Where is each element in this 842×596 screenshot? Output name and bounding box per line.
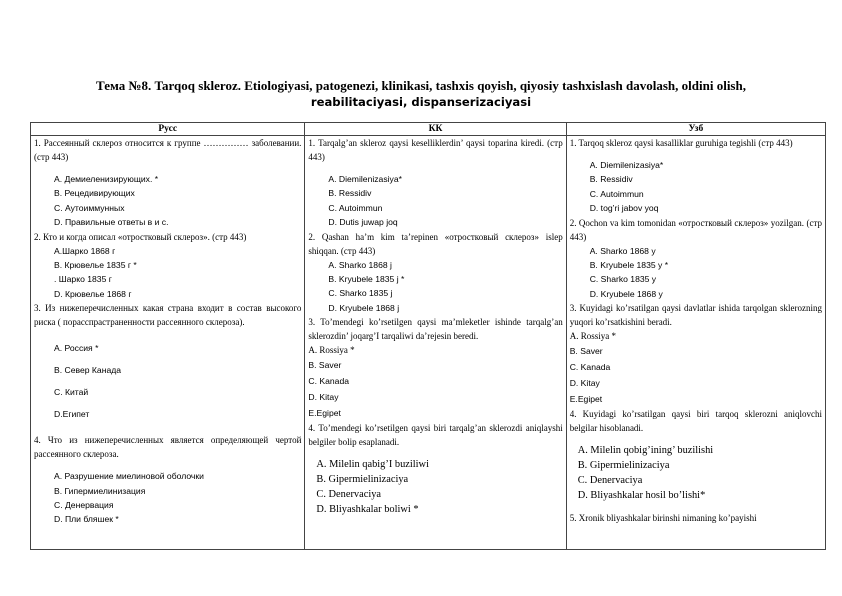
rus-question-2: 2. Кто и когда описал «отростковый склероз». (стр 443) xyxy=(34,231,247,242)
kk-q2-answer-a: A. Sharko 1868 j xyxy=(328,259,392,270)
rus-q1-answer-c: С. Аутоиммунных xyxy=(54,202,125,213)
kk-q2-answer-b: B. Kryubele 1835 j * xyxy=(328,274,405,285)
table-header-row xyxy=(31,123,826,136)
rus-q4-answer-d: D. Пли бляшек * xyxy=(54,514,119,525)
rus-q4-answer-a: А. Разрушение миелиновой оболочки xyxy=(54,471,204,482)
kk-question-3: 3. To’mendegi ko’rsetilgen qaysi ma’mleketler ishinde tarqalg’an sklerozdin’ joqarg’I tarqaliwi da’rejesin beredi. xyxy=(308,317,563,342)
uzb-q2-answer-c: C. Sharko 1835 y xyxy=(589,274,657,285)
spacer xyxy=(570,435,822,443)
uzb-q4-answer-a: A. Milelin qobig’ining’ buzilishi xyxy=(577,445,714,457)
kk-question-1: 1. Tarqalg’an skleroz qaysi keselliklerdin’ qaysi toparina kiredi. (стр 443) xyxy=(308,138,563,162)
kk-q2-answer-d: D. Kryubele 1868 j xyxy=(328,302,400,313)
uzb-q3-answer-b: B. Saver xyxy=(569,346,603,357)
rus-q1-answer-d: D. Правильные ответы в и с. xyxy=(54,217,169,228)
rus-question-1: 1. Рассеянный склероз относится к группе …………… заболевании. (стр 443) xyxy=(34,138,302,162)
kk-q1-answer-a: A. Diemilenizasiya* xyxy=(328,174,402,184)
spacer xyxy=(34,164,301,172)
uzb-q1-answer-a: A. Diemilenizasiya* xyxy=(589,160,664,170)
uzb-question-4: 4. Kuyidagi ko’rsatilgan qaysi biri tarqoq sklerozni aniqlovchi belgilar hisoblanadi. xyxy=(569,409,822,434)
kk-q3-answer-b: B. Saver xyxy=(308,360,342,371)
kk-q3-answer-e: E.Egipet xyxy=(308,408,341,419)
kk-q3-answer-c: C. Kanada xyxy=(308,376,350,387)
title-line-1: Тема №8. Tarqoq skleroz. Etiologiyasi, patogenezi, klinikasi, tashxis qoyish, qiyosiy tashxislash davolash, oldini olish, xyxy=(96,78,746,93)
uzb-q4-answer-c: C. Denervaciya xyxy=(577,475,643,487)
uzb-q4-answer-b: B. Gipermielinizaciya xyxy=(577,460,670,472)
rus-q1-answer-a: А. Демиеленизирующих. * xyxy=(54,174,159,184)
title-line-2: reabilitaciyasi, dispanserizaciyasi xyxy=(310,95,532,109)
rus-q2-answer-a: А.Шарко 1868 г xyxy=(54,245,116,256)
uzb-q3-answer-d: D. Kitay xyxy=(569,378,600,389)
kk-q1-answer-b: B. Ressidiv xyxy=(328,188,372,199)
uzb-q1-answer-c: C. Autoimmun xyxy=(589,188,644,199)
kk-question-4: 4. To’mendegi ko’rsetilgen qaysi biri tarqalg’an sklerozdi aniqlayshi belgiler bolip esaplanadi. xyxy=(308,423,563,448)
rus-q4-answer-b: В. Гипермиелинизация xyxy=(54,485,146,496)
rus-q3-answer-d: D.Египет xyxy=(54,409,90,420)
spacer xyxy=(34,329,301,337)
kk-q4-answer-a: A. Milelin qabig’I buziliwi xyxy=(316,459,429,471)
uzb-question-3: 3. Kuyidagi ko’rsatilgan qaysi davlatlar ishida tarqolgan sklerozning yuqori ko’rsatkishini beradi. xyxy=(569,303,822,328)
uzb-q3-answer-c: C. Kanada xyxy=(569,362,611,373)
rus-q3-answer-a: А. Россия * xyxy=(54,343,99,354)
uzb-q1-answer-b: B. Ressidiv xyxy=(589,174,633,185)
column-rus xyxy=(31,136,305,550)
kk-q1-answer-c: C. Autoimmun xyxy=(328,202,383,213)
header-kk: КК xyxy=(305,123,566,136)
kk-q4-answer-d: D. Bliyashkalar boliwi * xyxy=(316,504,419,516)
rus-q2-answer-b: В. Крювелье 1835 г * xyxy=(54,260,137,271)
uzb-q2-answer-d: D. Kryubele 1868 y xyxy=(589,288,663,299)
spacer xyxy=(570,150,822,158)
uzb-q4-answer-d: D. Bliyashkalar hosil bo’lishi* xyxy=(577,490,706,502)
spacer xyxy=(34,461,301,469)
uzb-q3-answer-a: A. Rossiya * xyxy=(569,331,616,342)
rus-q2-answer-c: . Шарко 1835 г xyxy=(54,274,112,285)
rus-q3-answer-b: В. Север Канада xyxy=(54,365,122,376)
kk-q2-answer-c: C. Sharko 1835 j xyxy=(328,288,393,299)
column-uzb xyxy=(566,136,825,550)
uzb-question-2: 2. Qochon va kim tomonidan «отростковый склероз» yozilgan. (стр 443) xyxy=(569,217,822,242)
rus-q1-answer-b: В. Рецедивирующих xyxy=(54,188,135,199)
kk-q4-answer-c: C. Denervaciya xyxy=(316,489,382,501)
rus-q4-answer-c: С. Денервация xyxy=(54,500,114,511)
kk-q4-answer-b: B. Gipermielinizaciya xyxy=(316,474,409,486)
kk-question-2: 2. Qashan ha’m kim ta’repinen «отростковый склероз» islep shiqqan. (стр 443) xyxy=(308,231,563,256)
spacer xyxy=(34,425,301,433)
uzb-q2-answer-b: B. Kryubele 1835 y * xyxy=(589,260,669,271)
kk-q3-answer-a: A. Rossiya * xyxy=(308,345,355,356)
header-uzb: Узб xyxy=(566,123,825,136)
kk-q1-answer-d: D. Dutis juwap joq xyxy=(328,217,398,228)
rus-q3-answer-c: С. Китай xyxy=(54,387,89,398)
spacer xyxy=(308,449,562,457)
column-kk xyxy=(305,136,566,550)
spacer xyxy=(570,503,822,511)
question-table xyxy=(30,122,826,550)
page-title xyxy=(30,78,812,110)
rus-q2-answer-d: D. Крювелье 1868 г xyxy=(54,288,132,299)
uzb-question-5: 5. Xronik bliyashkalar birinshi nimaning ko’payishi xyxy=(569,513,757,524)
uzb-question-1: 1. Tarqoq skleroz qaysi kasalliklar guruhiga tegishli (стр 443) xyxy=(569,138,793,148)
rus-question-4: 4. Что из нижеперечисленных является определяющей чертой рассеянного склероза. xyxy=(34,435,302,460)
uzb-q1-answer-d: D. tog’ri jabov yoq xyxy=(589,203,659,214)
table-body-row xyxy=(31,136,826,550)
spacer xyxy=(308,164,562,172)
kk-q3-answer-d: D. Kitay xyxy=(308,392,339,403)
rus-question-3: 3. Из нижеперечисленных какая страна входит в состав высокого риска ( порасспрастраненности рассеянного склероза). xyxy=(34,303,302,328)
uzb-q3-answer-e: E.Egipet xyxy=(569,394,603,405)
uzb-q2-answer-a: A. Sharko 1868 y xyxy=(589,245,656,256)
header-rus: Русс xyxy=(31,123,305,136)
